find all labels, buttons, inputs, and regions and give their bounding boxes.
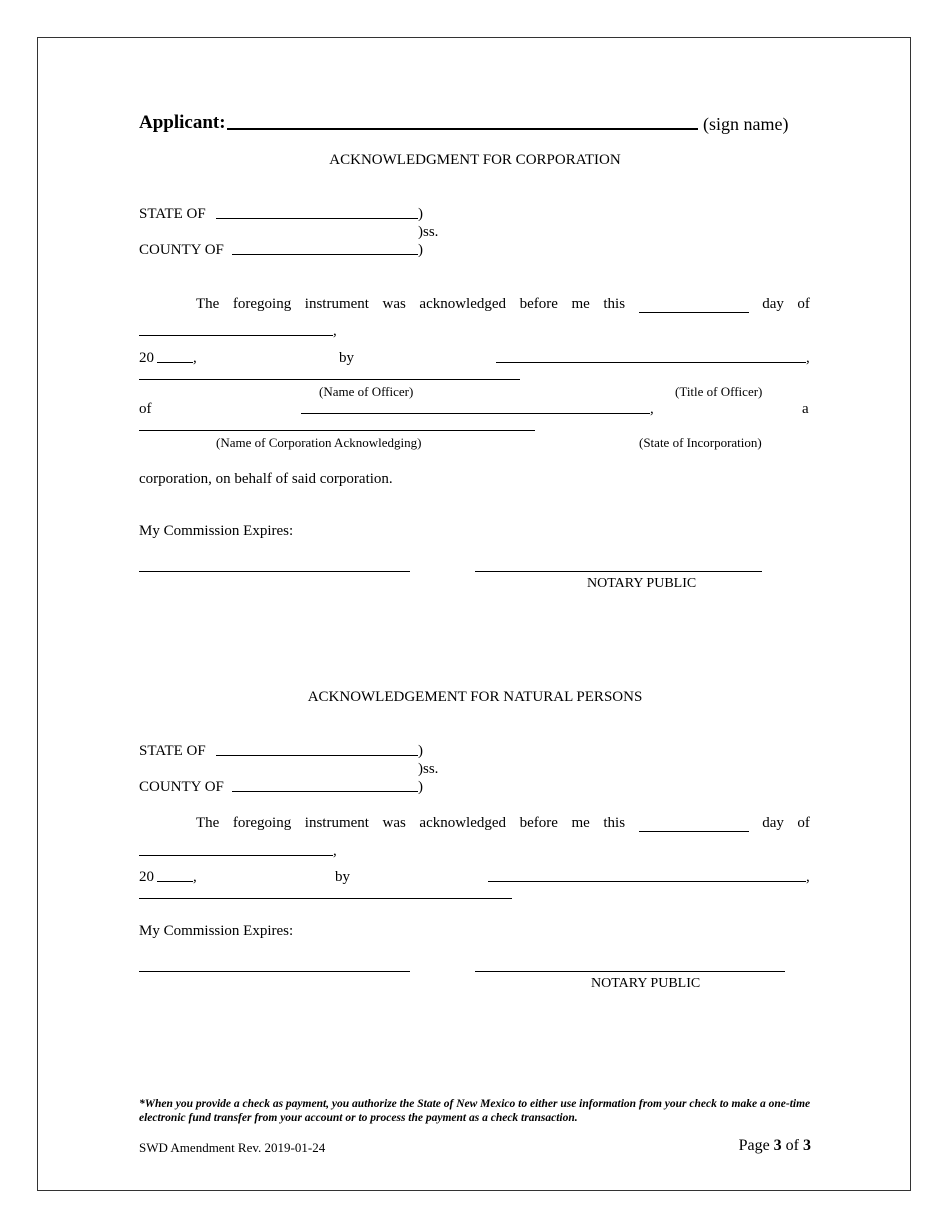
corp-acknowledgment-sentence xyxy=(196,295,810,313)
nat-person-name-field-2[interactable] xyxy=(139,898,512,899)
nat-notary-public-caption: NOTARY PUBLIC xyxy=(591,976,701,991)
word: day xyxy=(762,815,784,831)
word: The xyxy=(196,815,220,831)
nat-ss: )ss. xyxy=(418,761,439,777)
corp-officer-title-field[interactable] xyxy=(139,379,520,380)
nat-commission-date-field[interactable] xyxy=(139,971,410,972)
word: instrument xyxy=(304,296,369,312)
nat-paren: ) xyxy=(418,743,423,759)
corp-year-comma: , xyxy=(193,350,197,366)
corporation-heading: ACKNOWLEDGMENT FOR CORPORATION xyxy=(329,152,621,168)
word: this xyxy=(603,296,626,312)
corp-ss: )ss. xyxy=(418,224,439,240)
applicant-sign-hint: (sign name) xyxy=(703,114,789,134)
corp-corporation-name-field[interactable] xyxy=(301,413,650,414)
nat-month-field[interactable] xyxy=(139,855,333,856)
nat-county-field[interactable] xyxy=(232,791,418,792)
word: of xyxy=(797,296,810,312)
natural-heading: ACKNOWLEDGEMENT FOR NATURAL PERSONS xyxy=(307,689,643,705)
nat-year-field[interactable] xyxy=(157,881,193,882)
word: was xyxy=(382,815,406,831)
corp-state-field[interactable] xyxy=(216,218,418,219)
word: before xyxy=(519,296,558,312)
applicant-signature-line[interactable] xyxy=(227,128,698,130)
nat-by-label: by xyxy=(335,869,350,885)
word: me xyxy=(571,815,590,831)
corp-paren-2: ) xyxy=(418,242,423,258)
corp-state-of-label: STATE OF xyxy=(139,206,206,222)
nat-state-of-label: STATE OF xyxy=(139,743,206,759)
word: instrument xyxy=(304,815,369,831)
page-total: 3 xyxy=(803,1137,811,1154)
nat-month-comma: , xyxy=(333,843,337,859)
of-word: of xyxy=(785,1137,799,1154)
corp-title-of-officer-caption: (Title of Officer) xyxy=(675,384,763,399)
corp-notary-signature-field[interactable] xyxy=(475,571,762,572)
corp-county-of-label: COUNTY OF xyxy=(139,242,224,258)
nat-person-name-field[interactable] xyxy=(488,881,806,882)
corp-a-word: a xyxy=(802,401,809,417)
nat-paren-2: ) xyxy=(418,779,423,795)
applicant-label: Applicant: xyxy=(139,112,226,133)
payment-footnote: *When you provide a check as payment, you authorize the State of New Mexico to either use information from your check to make a one-time electronic fund transfer from your account or to process the payment as a check transaction. xyxy=(139,1098,811,1124)
corp-month-field[interactable] xyxy=(139,335,333,336)
corp-month-comma: , xyxy=(333,323,337,339)
corp-day-field[interactable] xyxy=(639,300,749,313)
nat-day-field[interactable] xyxy=(639,819,749,832)
page-number xyxy=(739,1137,811,1155)
corp-notary-public-caption: NOTARY PUBLIC xyxy=(587,576,697,591)
word: The xyxy=(196,296,220,312)
word: foregoing xyxy=(232,815,292,831)
word: acknowledged xyxy=(419,815,507,831)
word: me xyxy=(571,296,590,312)
nat-county-of-label: COUNTY OF xyxy=(139,779,224,795)
corp-closing-text: corporation, on behalf of said corporation. xyxy=(139,471,393,487)
word: this xyxy=(603,815,626,831)
word: day xyxy=(762,296,784,312)
corp-by-label: by xyxy=(339,350,354,366)
nat-year-prefix: 20 xyxy=(139,869,154,885)
word: of xyxy=(797,815,810,831)
word: acknowledged xyxy=(419,296,507,312)
word: was xyxy=(382,296,406,312)
corp-year-prefix: 20 xyxy=(139,350,154,366)
corp-state-incorporation-field[interactable] xyxy=(139,430,535,431)
nat-acknowledgment-sentence xyxy=(196,814,810,832)
nat-state-field[interactable] xyxy=(216,755,418,756)
corp-year-field[interactable] xyxy=(157,362,193,363)
corp-county-field[interactable] xyxy=(232,254,418,255)
nat-notary-signature-field[interactable] xyxy=(475,971,785,972)
nat-commission-label: My Commission Expires: xyxy=(139,923,294,939)
corp-of-label: of xyxy=(139,401,152,417)
corp-officer-name-field[interactable] xyxy=(496,362,806,363)
page-word: Page xyxy=(738,1137,770,1154)
corp-commission-label: My Commission Expires: xyxy=(139,523,294,539)
corp-name-of-officer-caption: (Name of Officer) xyxy=(319,384,414,399)
revision-label: SWD Amendment Rev. 2019-01-24 xyxy=(139,1140,326,1155)
word: before xyxy=(519,815,558,831)
nat-year-comma: , xyxy=(193,869,197,885)
corp-by-comma: , xyxy=(806,350,810,366)
nat-by-comma: , xyxy=(806,869,810,885)
word: foregoing xyxy=(232,296,292,312)
corp-state-of-incorporation-caption: (State of Incorporation) xyxy=(639,435,762,450)
corp-paren: ) xyxy=(418,206,423,222)
page-current: 3 xyxy=(773,1137,782,1154)
corp-of-comma: , xyxy=(650,401,654,417)
corp-commission-date-field[interactable] xyxy=(139,571,410,572)
corp-name-of-corporation-caption: (Name of Corporation Acknowledging) xyxy=(216,435,422,450)
